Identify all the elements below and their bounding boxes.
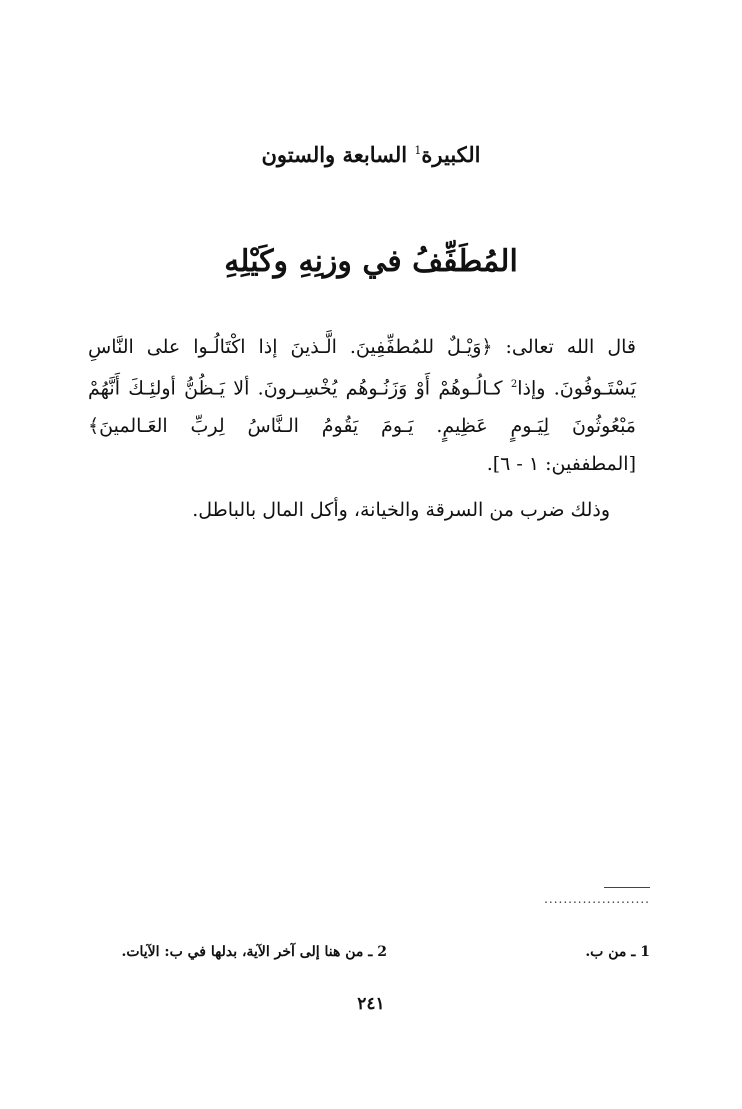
verse-reference: [المطففين: ١ - ٦].: [486, 453, 636, 476]
footnote-2: 2 ـ من هنا إلى آخر الآية، بدلها في ب: الآيات.: [121, 944, 387, 960]
footnote-dotted-separator: ......................: [544, 892, 650, 906]
verse-footnote-marker: 2: [510, 379, 518, 390]
summary-paragraph: وذلك ضرب من السرقة والخيانة، وأكل المال بالباطل.: [192, 499, 610, 521]
verse-text-part2: كـالُـوهُمْ أَوْ وَزَنُـوهُم يُخْسِـرونَ. ألا يَـظُنُّ أولئِـكَ أَنَّهُمْ مَبْعُوثُونَ لِيَـومٍ عَظِيمٍ. يَـومَ يَقُومُ الـنَّاسُ لِربِّ العَـالمينَ﴾: [88, 377, 636, 438]
chapter-title-main: الكبيرة: [421, 142, 481, 167]
chapter-title-rest: السابعة والستون: [261, 142, 415, 167]
footnote-separator-line: [604, 887, 650, 888]
verse-paragraph: [88, 328, 636, 483]
section-title: المُطَفِّفُ في وزنِهِ وكَيْلِهِ: [224, 244, 518, 279]
footnote-1: 1 ـ من ب.: [585, 944, 650, 960]
page-number: ٢٤١: [357, 994, 385, 1014]
chapter-title: [0, 142, 742, 167]
verse-text-part1: قال الله تعالى: ﴿وَيْـلٌ للمُطفِّفِينَ. الَّـذينَ إذا اكْتَالُـوا على النَّاسِ يَسْتَـوفُونَ. وإذا: [88, 336, 636, 400]
chapter-footnote-marker: 1: [414, 144, 422, 157]
